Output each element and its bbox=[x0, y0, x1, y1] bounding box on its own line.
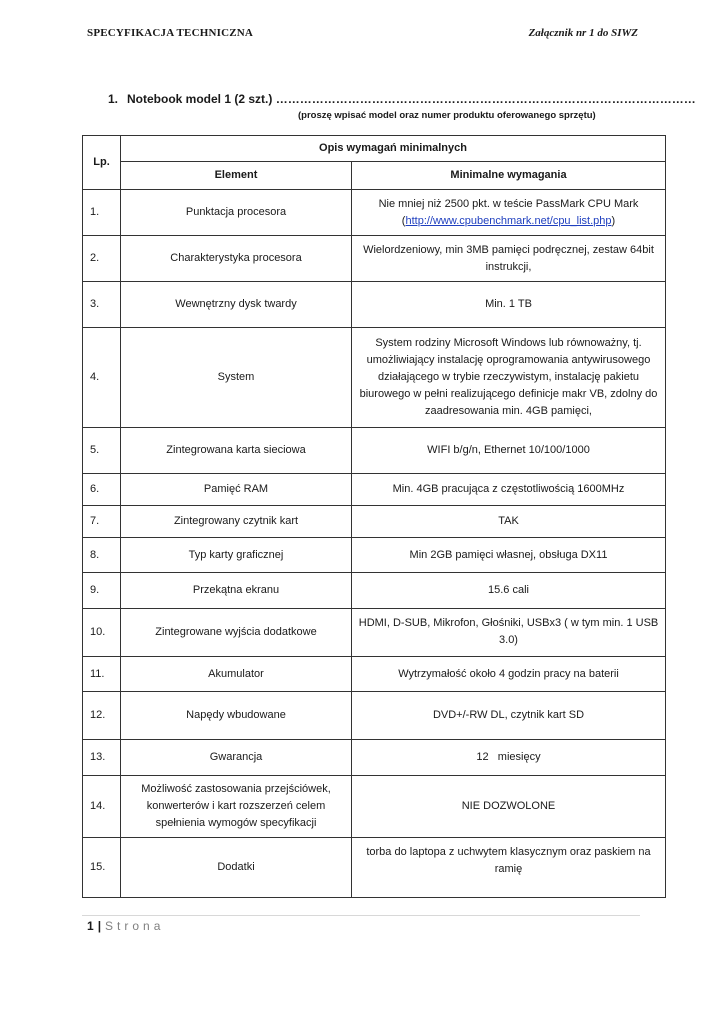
row-element: Typ karty graficznej bbox=[121, 538, 352, 573]
row-lp: 15. bbox=[83, 838, 121, 898]
row-element: Dodatki bbox=[121, 838, 352, 898]
row-requirement: System rodziny Microsoft Windows lub równoważny, tj. umożliwiający instalację oprogramowania antywirusowego działającego w trybie rzeczywistym, instalację pakietu biurowego w pełni realizującego definicje makr VB, zdolny do zaadresowania min. 4GB pamięci, bbox=[352, 328, 666, 428]
row-requirement: Min 2GB pamięci własnej, obsługa DX11 bbox=[352, 538, 666, 573]
row-lp: 13. bbox=[83, 740, 121, 776]
table-row bbox=[83, 657, 666, 692]
section-note: (proszę wpisać model oraz numer produktu oferowanego sprzętu) bbox=[298, 110, 596, 121]
col-header-element: Element bbox=[121, 162, 352, 190]
row-element: Charakterystyka procesora bbox=[121, 236, 352, 282]
row-lp: 8. bbox=[83, 538, 121, 573]
row-element: Zintegrowany czytnik kart bbox=[121, 506, 352, 538]
table-row bbox=[83, 609, 666, 657]
page-footer bbox=[87, 919, 164, 933]
col-header-group: Opis wymagań minimalnych bbox=[121, 136, 666, 162]
row-lp: 11. bbox=[83, 657, 121, 692]
row-lp: 9. bbox=[83, 573, 121, 609]
row-element: Akumulator bbox=[121, 657, 352, 692]
table-row bbox=[83, 838, 666, 898]
page-number: 1 bbox=[87, 919, 94, 933]
row-lp: 4. bbox=[83, 328, 121, 428]
section-heading bbox=[108, 92, 696, 106]
section-title: Notebook model 1 (2 szt.) …………………………………………………………………………………………… bbox=[127, 92, 696, 106]
row-lp: 7. bbox=[83, 506, 121, 538]
row-requirement: Min. 4GB pracująca z częstotliwością 1600MHz bbox=[352, 474, 666, 506]
table-row bbox=[83, 776, 666, 838]
row-element: Zintegrowane wyjścia dodatkowe bbox=[121, 609, 352, 657]
row-requirement: Wytrzymałość około 4 godzin pracy na baterii bbox=[352, 657, 666, 692]
row-element: Gwarancja bbox=[121, 740, 352, 776]
section-number: 1. bbox=[108, 92, 119, 106]
row-requirement: 15.6 cali bbox=[352, 573, 666, 609]
table-row bbox=[83, 740, 666, 776]
footer-page-label: Strona bbox=[105, 919, 165, 933]
row-element: Pamięć RAM bbox=[121, 474, 352, 506]
table-row bbox=[83, 573, 666, 609]
table-row bbox=[83, 428, 666, 474]
footer-separator: | bbox=[97, 919, 102, 933]
row-element: Przekątna ekranu bbox=[121, 573, 352, 609]
row-requirement: HDMI, D-SUB, Mikrofon, Głośniki, USBx3 ( w tym min. 1 USB 3.0) bbox=[352, 609, 666, 657]
table-row bbox=[83, 236, 666, 282]
row-requirement: 12 miesięcy bbox=[352, 740, 666, 776]
row-requirement: Min. 1 TB bbox=[352, 282, 666, 328]
row-requirement: NIE DOZWOLONE bbox=[352, 776, 666, 838]
row-requirement: DVD+/-RW DL, czytnik kart SD bbox=[352, 692, 666, 740]
spec-table bbox=[82, 135, 666, 898]
row-lp: 5. bbox=[83, 428, 121, 474]
row-element: Zintegrowana karta sieciowa bbox=[121, 428, 352, 474]
row-lp: 12. bbox=[83, 692, 121, 740]
cpubenchmark-link[interactable]: http://www.cpubenchmark.net/cpu_list.php bbox=[405, 214, 612, 227]
footer-divider bbox=[82, 915, 640, 916]
row-element: System bbox=[121, 328, 352, 428]
table-row bbox=[83, 190, 666, 236]
row-lp: 14. bbox=[83, 776, 121, 838]
row-lp: 10. bbox=[83, 609, 121, 657]
document-header-annex: Załącznik nr 1 do SIWZ bbox=[528, 27, 638, 39]
row-lp: 6. bbox=[83, 474, 121, 506]
row-requirement-text: Nie mniej niż 2500 pkt. w teście PassMark CPU Mark bbox=[378, 197, 639, 210]
row-requirement: WIFI b/g/n, Ethernet 10/100/1000 bbox=[352, 428, 666, 474]
row-requirement: torba do laptopa z uchwytem klasycznym oraz paskiem na ramię bbox=[352, 838, 666, 898]
table-row bbox=[83, 474, 666, 506]
row-requirement: Nie mniej niż 2500 pkt. w teście PassMark CPU Mark (http://www.cpubenchmark.net/cpu_list.php) bbox=[352, 190, 666, 236]
row-element: Wewnętrzny dysk twardy bbox=[121, 282, 352, 328]
table-row bbox=[83, 506, 666, 538]
row-lp: 2. bbox=[83, 236, 121, 282]
row-requirement: TAK bbox=[352, 506, 666, 538]
row-element: Punktacja procesora bbox=[121, 190, 352, 236]
row-lp: 3. bbox=[83, 282, 121, 328]
table-row bbox=[83, 328, 666, 428]
table-row bbox=[83, 282, 666, 328]
document-header-title: SPECYFIKACJA TECHNICZNA bbox=[87, 27, 254, 39]
row-element: Napędy wbudowane bbox=[121, 692, 352, 740]
row-element: Możliwość zastosowania przejściówek, konwerterów i kart rozszerzeń celem spełnienia wymogów specyfikacji bbox=[121, 776, 352, 838]
col-header-requirements: Minimalne wymagania bbox=[352, 162, 666, 190]
table-row bbox=[83, 692, 666, 740]
row-lp: 1. bbox=[83, 190, 121, 236]
row-requirement: Wielordzeniowy, min 3MB pamięci podręcznej, zestaw 64bit instrukcji, bbox=[352, 236, 666, 282]
col-header-lp: Lp. bbox=[83, 136, 121, 190]
table-row bbox=[83, 538, 666, 573]
